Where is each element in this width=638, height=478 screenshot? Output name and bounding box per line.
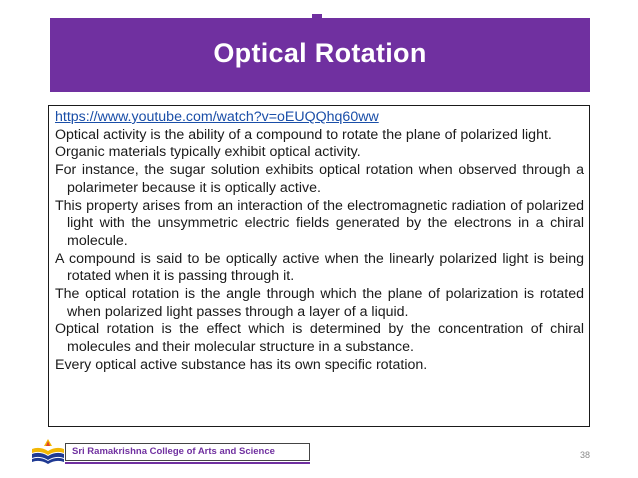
paragraph-5: A compound is said to be optically active when the linearly polarized light is being rotated when it is passing through it. xyxy=(55,250,584,285)
paragraph-2: Organic materials typically exhibit optical activity. xyxy=(55,144,361,161)
paragraph-4: This property arises from an interaction of the electromagnetic radiation of polarized light with the unsymmetric electric fields generated by the electrons in a chiral molecule. xyxy=(55,197,584,249)
open-book-logo-icon xyxy=(30,437,66,465)
paragraph-6: The optical rotation is the angle through which the plane of polarization is rotated when polarized light passes through a layer of a liquid. xyxy=(55,286,584,320)
video-link[interactable]: https://www.youtube.com/watch?v=oEUQQhq60ww xyxy=(55,109,379,125)
slide-body xyxy=(55,109,584,375)
paragraph-8: Every optical active substance has its own specific rotation. xyxy=(55,356,428,373)
footer-underline xyxy=(65,462,310,464)
paragraph-1: Optical activity is the ability of a compound to rotate the plane of polarized light. xyxy=(55,126,552,143)
paragraph-3: For instance, the sugar solution exhibits optical rotation when observed through a polarimeter because it is optically active. xyxy=(55,162,584,196)
institution-name: Sri Ramakrishna College of Arts and Science xyxy=(72,446,275,457)
slide-title: Optical Rotation xyxy=(213,38,427,68)
paragraph-7: Optical rotation is the effect which is determined by the concentration of chiral molecules and their molecular structure in a substance. xyxy=(55,321,584,356)
page-number: 38 xyxy=(580,450,591,460)
